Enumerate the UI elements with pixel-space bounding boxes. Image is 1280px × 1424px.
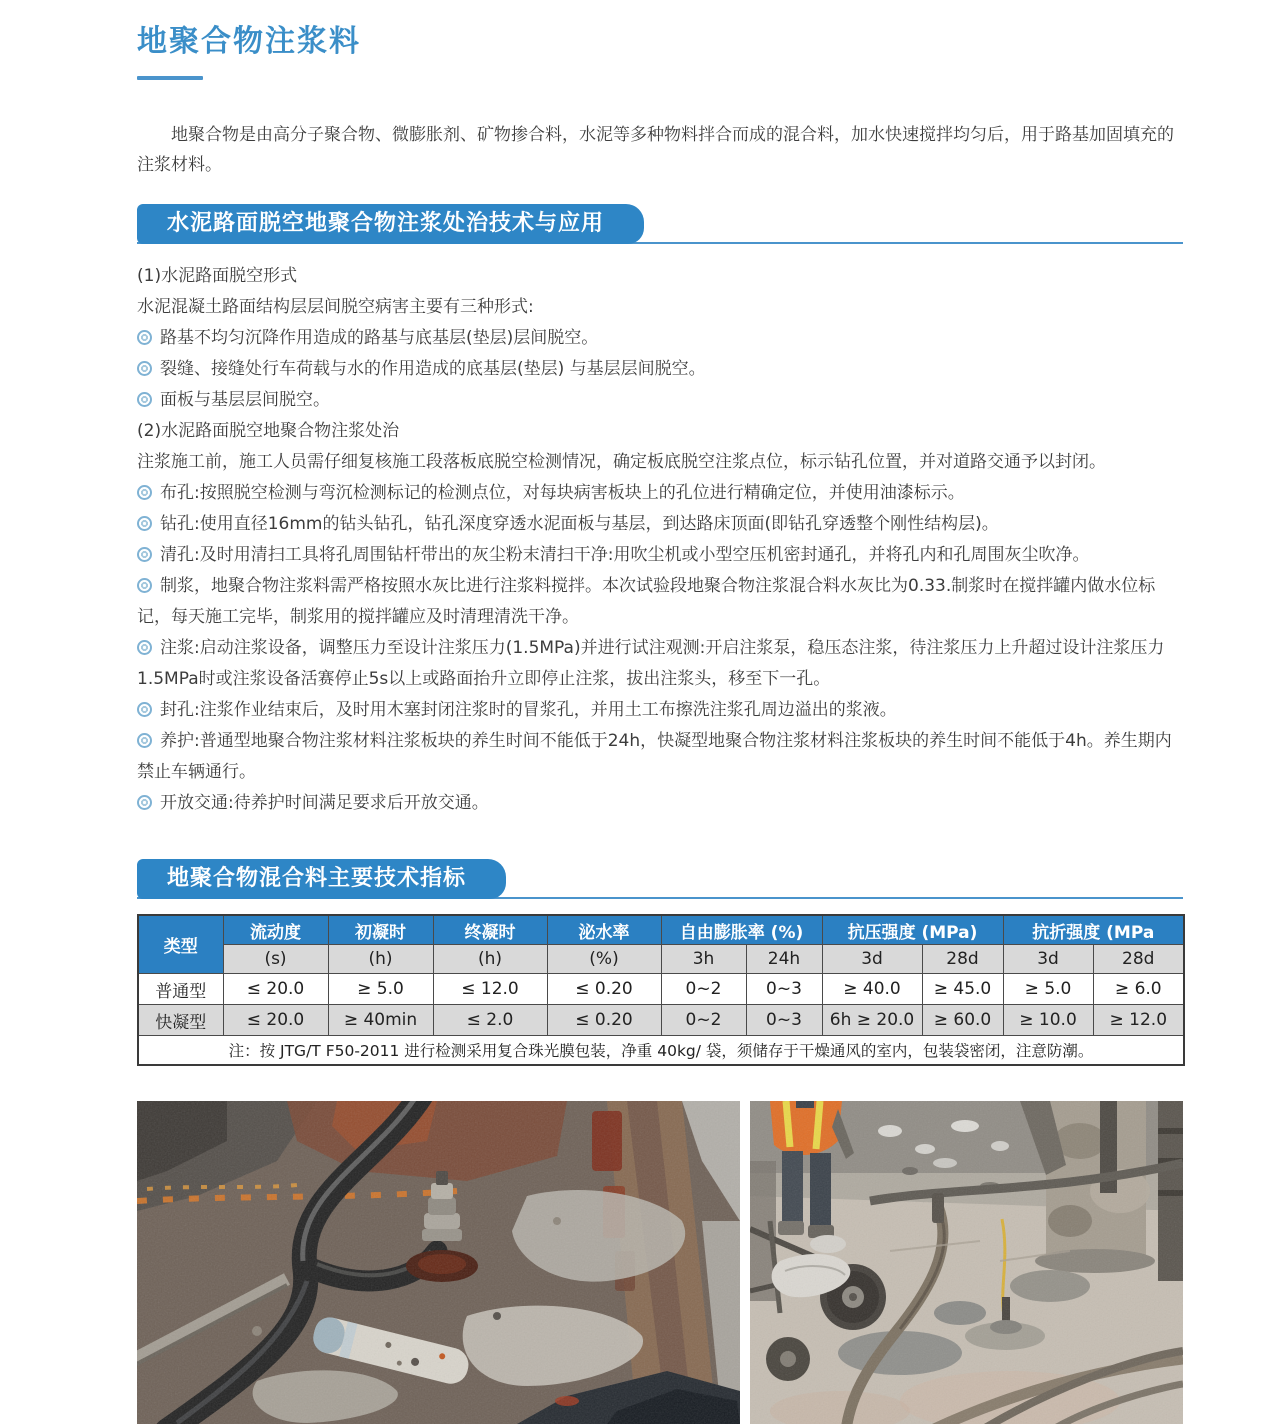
document-page — [137, 0, 1183, 1424]
table-header-expansion: 自由膨胀率 (%) — [661, 915, 822, 945]
section-banner-technical-specs — [137, 859, 1183, 899]
list-item-text: 布孔:按照脱空检测与弯沉检测标记的检测点位，对每块病害板块上的孔位进行精确定位，并使用油漆标示。 — [160, 483, 965, 503]
table-cell: 0~2 — [661, 974, 746, 1005]
table-row-rapid — [138, 1005, 1184, 1036]
section-banner-label: 地聚合物混合料主要技术指标 — [137, 859, 506, 899]
list-item — [137, 354, 1183, 385]
table-row-ordinary — [138, 974, 1184, 1005]
list-item-text: 开放交通:待养护时间满足要求后开放交通。 — [160, 793, 489, 813]
table-subheader: (h) — [328, 945, 433, 974]
table-subheader: 3h — [661, 945, 746, 974]
table-cell: ≥ 5.0 — [328, 974, 433, 1005]
list-item-text: (2)水泥路面脱空地聚合物注浆处治 — [137, 421, 400, 441]
bullet-ring-icon — [137, 702, 152, 717]
bullet-ring-icon — [137, 795, 152, 810]
list-item-text: 路基不均匀沉降作用造成的路基与底基层(垫层)层间脱空。 — [160, 328, 599, 348]
list-item — [137, 695, 1183, 726]
list-item-text: 注浆:启动注浆设备，调整压力至设计注浆压力(1.5MPa)并进行试注观测:开启注浆泵，稳压态注浆，待注浆压力上升超过设计注浆压力1.5MPa时或注浆设备活赛停止5s以上或路面抬升立即停止注浆，拔出注浆头，移至下一孔。 — [137, 638, 1165, 689]
row-label: 普通型 — [138, 974, 223, 1005]
list-item — [137, 540, 1183, 571]
list-item — [137, 385, 1183, 416]
list-item — [137, 788, 1183, 819]
list-item — [137, 571, 1183, 633]
table-subheader: 28d — [922, 945, 1003, 974]
table-subheader: 24h — [746, 945, 822, 974]
table-header-fluidity: 流动度 — [223, 915, 328, 945]
table-header-initial-set: 初凝时 — [328, 915, 433, 945]
technical-spec-table — [137, 914, 1185, 1066]
page-title: 地聚合物注浆料 — [137, 24, 361, 59]
photo-left-grouting-hole — [137, 1101, 740, 1424]
body-text-list — [137, 261, 1183, 819]
table-cell: ≤ 0.20 — [547, 974, 661, 1005]
list-item-text: 注浆施工前，施工人员需仔细复核施工段落板底脱空检测情况，确定板底脱空注浆点位，标示钻孔位置，并对道路交通予以封闭。 — [137, 452, 1106, 472]
table-cell: 0~3 — [746, 974, 822, 1005]
list-item-text: (1)水泥路面脱空形式 — [137, 266, 298, 286]
table-cell: ≥ 60.0 — [922, 1005, 1003, 1036]
intro-paragraph: 地聚合物是由高分子聚合物、微膨胀剂、矿物掺合料，水泥等多种物料拌合而成的混合料，加水快速搅拌均匀后，用于路基加固填充的注浆材料。 — [137, 125, 1174, 175]
section-banner-label: 水泥路面脱空地聚合物注浆处治技术与应用 — [137, 204, 644, 244]
list-item — [137, 509, 1183, 540]
list-item-text: 裂缝、接缝处行车荷载与水的作用造成的底基层(垫层) 与基层层间脱空。 — [160, 359, 706, 379]
table-subheader: 3d — [1003, 945, 1093, 974]
table-cell: ≤ 20.0 — [223, 974, 328, 1005]
table-header-final-set: 终凝时 — [433, 915, 547, 945]
grouting-hose-photo — [137, 1101, 740, 1424]
list-item — [137, 323, 1183, 354]
table-cell: ≥ 40min — [328, 1005, 433, 1036]
list-item-text: 封孔:注浆作业结束后，及时用木塞封闭注浆时的冒浆孔，并用土工布擦洗注浆孔周边溢出的浆液。 — [160, 700, 897, 720]
table-cell: ≤ 12.0 — [433, 974, 547, 1005]
list-item — [137, 416, 1183, 447]
table-cell: ≥ 45.0 — [922, 974, 1003, 1005]
bullet-ring-icon — [137, 640, 152, 655]
table-subheader: (h) — [433, 945, 547, 974]
bullet-ring-icon — [137, 392, 152, 407]
table-cell: ≥ 12.0 — [1093, 1005, 1184, 1036]
list-item-text: 清孔:及时用清扫工具将孔周围钻杆带出的灰尘粉末清扫干净:用吹尘机或小型空压机密封通孔，并将孔内和孔周围灰尘吹净。 — [160, 545, 1090, 565]
table-cell: ≥ 40.0 — [822, 974, 922, 1005]
bullet-ring-icon — [137, 578, 152, 593]
list-item-text: 钻孔:使用直径16mm的钻头钻孔，钻孔深度穿透水泥面板与基层，到达路床顶面(即钻孔穿透整个刚性结构层)。 — [160, 514, 999, 534]
table-footnote: 注：按 JTG/T F50-2011 进行检测采用复合珠光膜包装，净重 40kg/ 袋，须储存于干燥通风的室内，包装袋密闭，注意防潮。 — [138, 1036, 1184, 1066]
table-cell: ≥ 5.0 — [1003, 974, 1093, 1005]
bullet-ring-icon — [137, 330, 152, 345]
table-cell: ≥ 10.0 — [1003, 1005, 1093, 1036]
list-item — [137, 447, 1183, 478]
photo-gallery — [137, 1101, 1183, 1424]
table-footnote-row — [138, 1036, 1184, 1066]
table-header-type: 类型 — [138, 915, 223, 974]
table-subheader: (%) — [547, 945, 661, 974]
table-subheader: 28d — [1093, 945, 1184, 974]
list-item — [137, 261, 1183, 292]
table-cell: ≤ 20.0 — [223, 1005, 328, 1036]
photo-right-grouting-site — [750, 1101, 1183, 1424]
list-item — [137, 292, 1183, 323]
bullet-ring-icon — [137, 733, 152, 748]
table-cell: 6h ≥ 20.0 — [822, 1005, 922, 1036]
title-underline-decoration — [137, 76, 203, 80]
table-header-compressive: 抗压强度 (MPa) — [822, 915, 1003, 945]
table-cell: 0~3 — [746, 1005, 822, 1036]
table-cell: ≤ 2.0 — [433, 1005, 547, 1036]
list-item-text: 养护:普通型地聚合物注浆材料注浆板块的养生时间不能低于24h，快凝型地聚合物注浆材料注浆板块的养生时间不能低于4h。养生期内禁止车辆通行。 — [137, 731, 1172, 782]
table-header-row-1 — [138, 915, 1184, 945]
section-banner-grouting-technology — [137, 204, 1183, 244]
bullet-ring-icon — [137, 547, 152, 562]
table-cell: 0~2 — [661, 1005, 746, 1036]
list-item — [137, 478, 1183, 509]
list-item — [137, 726, 1183, 788]
table-cell: ≥ 6.0 — [1093, 974, 1184, 1005]
table-subheader: 3d — [822, 945, 922, 974]
bullet-ring-icon — [137, 485, 152, 500]
table-cell: ≤ 0.20 — [547, 1005, 661, 1036]
table-header-row-2 — [138, 945, 1184, 974]
grouting-site-worker-photo — [750, 1101, 1183, 1424]
list-item-text: 制浆，地聚合物注浆料需严格按照水灰比进行注浆料搅拌。本次试验段地聚合物注浆混合料水灰比为0.33.制浆时在搅拌罐内做水位标记，每天施工完毕，制浆用的搅拌罐应及时清理清洗干净。 — [137, 576, 1156, 627]
table-header-bleeding: 泌水率 — [547, 915, 661, 945]
table-subheader: (s) — [223, 945, 328, 974]
bullet-ring-icon — [137, 361, 152, 376]
list-item-text: 面板与基层层间脱空。 — [160, 390, 330, 410]
list-item — [137, 633, 1183, 695]
row-label: 快凝型 — [138, 1005, 223, 1036]
table-header-flexural: 抗折强度 (MPa — [1003, 915, 1184, 945]
bullet-ring-icon — [137, 516, 152, 531]
list-item-text: 水泥混凝土路面结构层层间脱空病害主要有三种形式: — [137, 297, 534, 317]
